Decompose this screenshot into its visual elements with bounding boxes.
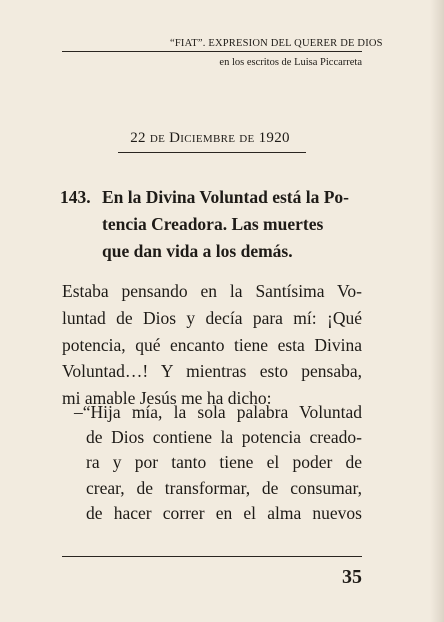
running-header-title: “FIAT”. EXPRESION DEL QUERER DE DIOS	[170, 38, 383, 49]
chapter-heading-line: que dan vida a los demás.	[102, 241, 293, 261]
running-header-subtitle: en los escritos de Luisa Piccarreta	[219, 57, 362, 68]
chapter-heading	[60, 184, 370, 265]
quote-line: –“Hija mía, la sola palabra Voluntad	[74, 402, 362, 422]
body-line: Voluntad…! Y mientras esto pensaba,	[62, 361, 362, 382]
chapter-heading-line: tencia Creadora. Las muertes	[102, 214, 324, 234]
body-line: luntad de Dios y decía para mí: ¡Qué	[62, 307, 362, 328]
header-rule	[62, 51, 362, 52]
chapter-number: 143.	[60, 187, 91, 207]
entry-date: 22 de Diciembre de 1920	[130, 130, 290, 146]
date-underline	[118, 152, 306, 153]
chapter-title-text: En la Divina Voluntad está la Po-	[102, 187, 349, 207]
quoted-paragraph	[74, 400, 362, 526]
page-number: 35	[342, 566, 362, 588]
chapter-heading-line	[60, 184, 370, 211]
footer-rule	[62, 556, 362, 557]
quote-line: de hacer correr en el alma nuevos	[86, 502, 362, 523]
body-line: mi amable Jesús me ha dicho:	[62, 388, 272, 409]
page-edge-shadow	[430, 0, 444, 622]
body-paragraph	[62, 278, 362, 412]
quote-line: de Dios contiene la potencia creado-	[86, 427, 362, 448]
quote-line: ra y por tanto tiene el poder de	[86, 452, 362, 473]
quote-line: crear, de transformar, de consumar,	[86, 477, 362, 498]
body-line: Estaba pensando en la Santísima Vo-	[62, 281, 362, 301]
body-line: potencia, qué encanto tiene esta Divina	[62, 334, 362, 355]
